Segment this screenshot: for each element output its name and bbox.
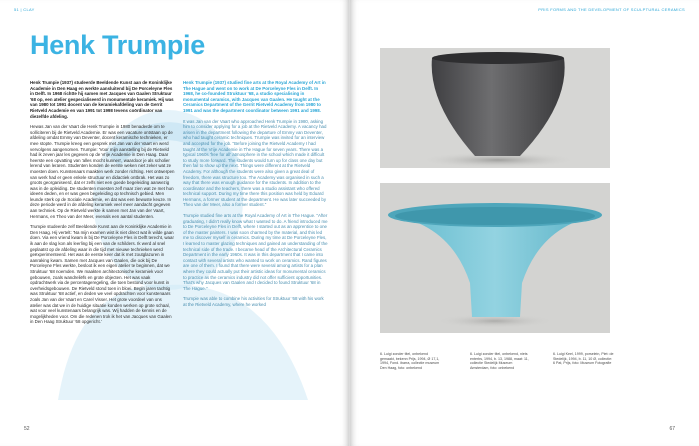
dark-bowl-photo xyxy=(380,48,610,168)
blue-bowl-photo xyxy=(380,183,610,333)
page-title: Henk Trumpie xyxy=(30,30,205,60)
english-paragraph-3: Trumpie was able to combine his activities for Struktuur '68 with his work at the Rietveld Academy, where he worked xyxy=(183,296,324,307)
running-head-left: 51 | CLAY xyxy=(14,7,35,12)
folio-left: 52 xyxy=(24,426,30,432)
english-paragraph-2: Trumpie studied fine arts at the Royal Academy of Art in The Hague. "After graduating, I didn't really know what I wanted to do. A friend introduced me to De Porceleyne Fles in Delft, where I started out as an apprentice to one of the master painters. I was soon charmed by the material, and this led me to discover myself in ceramics. During my time at De Porceleyne Fles, I learned to master glazing techniques and gained an understanding of the technical side of the trade. I became head of the Architectural Ceramics Department in the early 1960s. It was in this department that I came into contact with several artists who wanted to work on ceramics. Rand figures are one of them. I found that there were several among artists for a plan where they could actually put their artistic ideas for monumental ceramics to practice as the ceramics industry did not offer sufficient opportunities. That's why Jacques van Gaalen and I decided to found Struktuur '68 in The Hague." xyxy=(183,213,328,291)
running-head-section: CLAY xyxy=(23,7,35,12)
english-paragraph-1: It was Jan van der Vaart who approached Henk Trumpie in 1980, asking him to consider applying for a job at the Rietveld Academy. A vacancy had arisen in the department following the departure of Emmy van Deventer, who had taught ceramic techniques. Trumpie was invited for an interview and accepted for the job. "Before joining the Rietveld Academy I had taught at the Vrije Academie in The Hague for seven years. There was a typical 1960s 'free for all' atmosphere in the school which made it difficult to study more forward. The students would turn up for class one day but then fail to show up the next. Things were different at the Rietveld Academy. For although the students were also given a great deal of freedom, there was structure too. The Academy was organised in such a way that there was enough guidance for the students. In addition to the coordinator and the teachers, there was a studio assistant who offered technical support. During my time there this position was held by Eduard Hermans, a former student at the department. He was later succeeded by Theo van der Meer, also a former student." xyxy=(183,118,327,208)
folio-right: 67 xyxy=(669,426,675,432)
blue-bowl-illustration xyxy=(380,183,610,333)
dutch-lead-paragraph: Henk Trumpie (1937) studeerde Beeldende Kunst aan de Koninklijke Academie in Den Haag en werkte aansluitend bij De Porceleyne Fles in Delft. In 1968 richtte hij samen met Jacques van Gaalen Struktuur '68 op, een atelier gespecialiseerd in monumentale keramiek. Hij was van 1980 tot 1991 docent van de keramiekafdeling van de Gerrit Rietveld Academie en van 1991 tot 1998 tevens coördinator van diezelfde afdeling. xyxy=(30,80,174,119)
dutch-paragraph-2: Trumpie studeerde zelf Beeldende Kunst aan de Koninklijke Academie in Den Haag. Hij vertelt: 'Na mijn examen wist ik niet direct wat ik wilde gaan doen. Via een vriend kwam ik bij De Porceleyne Fles in Delft terecht, waar ik aan de slag kon als leerling bij een van de schilders. Ik werd al snel geplaatst op de afdeling waar in die tijd met nieuwe technieken werd geëxperimenteerd. Het was de eerste keer dat ik met zoutglazuren in aanraking kwam. Samen met Jacques van Gaalen, die ook bij De Porceleyne Fles werkte, besloot ik een eigen atelier te beginnen, dat we Struktuur '68 noemden. We maakten architectonische keramiek voor gebouwen, zoals wandreliëfs en grote objecten. Het was vaak opdrachtwerk via de percentageregeling, die toen bestond voor kunst in overheidsgebouwen. De Rietveld stond toen in bloei. Begin jaren tachtig was Struktuur '68 actief, en deden we veel opdrachten voor kunstenaars zoals Jan van der Vaart en Carel Visser. Het grote voordeel van ons atelier was dat we in de huidige situatie konden werken op grote schaal, wat voor veel kunstenaars belangrijk was. Wij hadden de kennis en de mogelijkheden voor. Om die redenen trok ik het van Jacques van Gaalen in Den Haag Struktuur '68 opgericht.' xyxy=(30,224,174,325)
running-head-right: PRIS FORMS AND THE DEVELOPMENT OF SCULPTURAL CERAMICS xyxy=(538,7,685,12)
running-head-folio: 51 xyxy=(14,7,20,12)
english-lead-paragraph: Henk Trumpie (1937) studied fine arts at the Royal Academy of Art in The Hague and went on to work at De Porceleyne Fles in Delft. In 1968, he co-founded Struktuur '68, a studio specialising in monumental ceramics, with Jacques van Gaalen. He taught at the Ceramics Department of the Gerrit Rietveld Academy from 1980 to 1991 and was the department coordinator between 1991 and 1998. xyxy=(183,80,326,113)
english-column xyxy=(183,80,328,313)
caption-3: 6. Luigi Keel, 1999, porselein, Piet: de Stedelijk, 1994, b. 11, 10 Ø, collectie: 6 Pat, Prijs, foto: Museum Fotografie xyxy=(553,352,614,366)
dutch-paragraph-1: Hewas Jan van der Vaart die Henk Trumpie in 1980 benaderde om te solliciteren bij de Rietveld Academie. Er was een vacature ontstaan op de afdeling omdat Emmy van Deventer, docent keramische technieken, er mee stopte. Trumpie kreeg een gesprek met Jan van der Vaart en werd vervolgens aangenomen. Trumpie: 'Voor mijn aanstelling bij de Rietveld had ik zeven jaar les gegeven op de Vrije Academie in Den Haag. Daar heerste een opvatting van 'alles mocht kunnen', waardoor je als scholier lerend van leraren. Studenten konden de eerste weken niet zeker wat ze moesten doen. Kunstenaars maakten werk zonder richting. Het ontwerpen van werk had er geen enkele structuur en didactiek ontbrak. Het was zo groots georganiseerd, dat er zelfs niet een goede begeleiding aanwezig was in de opleiding. De studenten moesten zelf maar zien wat ze met hun ideeën deden, en er was geen begeleiding op technisch gebied. Men leunde sterk op de Sociale Academie, en dat was een bewuste keuze. In deze periode werd in de afdeling keramiek veel meer aandacht gegeven aan techniek. Op de Rietveld werkte ik samen met Jan van der Vaart, Hermans, en Theo van der Meer, evenals een aantal studenten. xyxy=(30,124,175,219)
dark-bowl-illustration xyxy=(380,48,610,168)
dutch-column xyxy=(30,80,175,330)
caption-2: 6. Luigi zonder titel, onbekend, niets enterbs, 1994, b. 13, 1988, maat: 11, collectie Stedelijk Museum Amsterdam, foto: onbekend xyxy=(470,352,529,370)
left-page xyxy=(0,0,349,446)
caption-1: 6. Luigi zonder titel, onbekend gemaakt, bekenn Prijs, 1994, Ø 17,1, 1994, Fond. ibarra, collectie museum Den Haag, foto: onbekend xyxy=(380,352,440,370)
